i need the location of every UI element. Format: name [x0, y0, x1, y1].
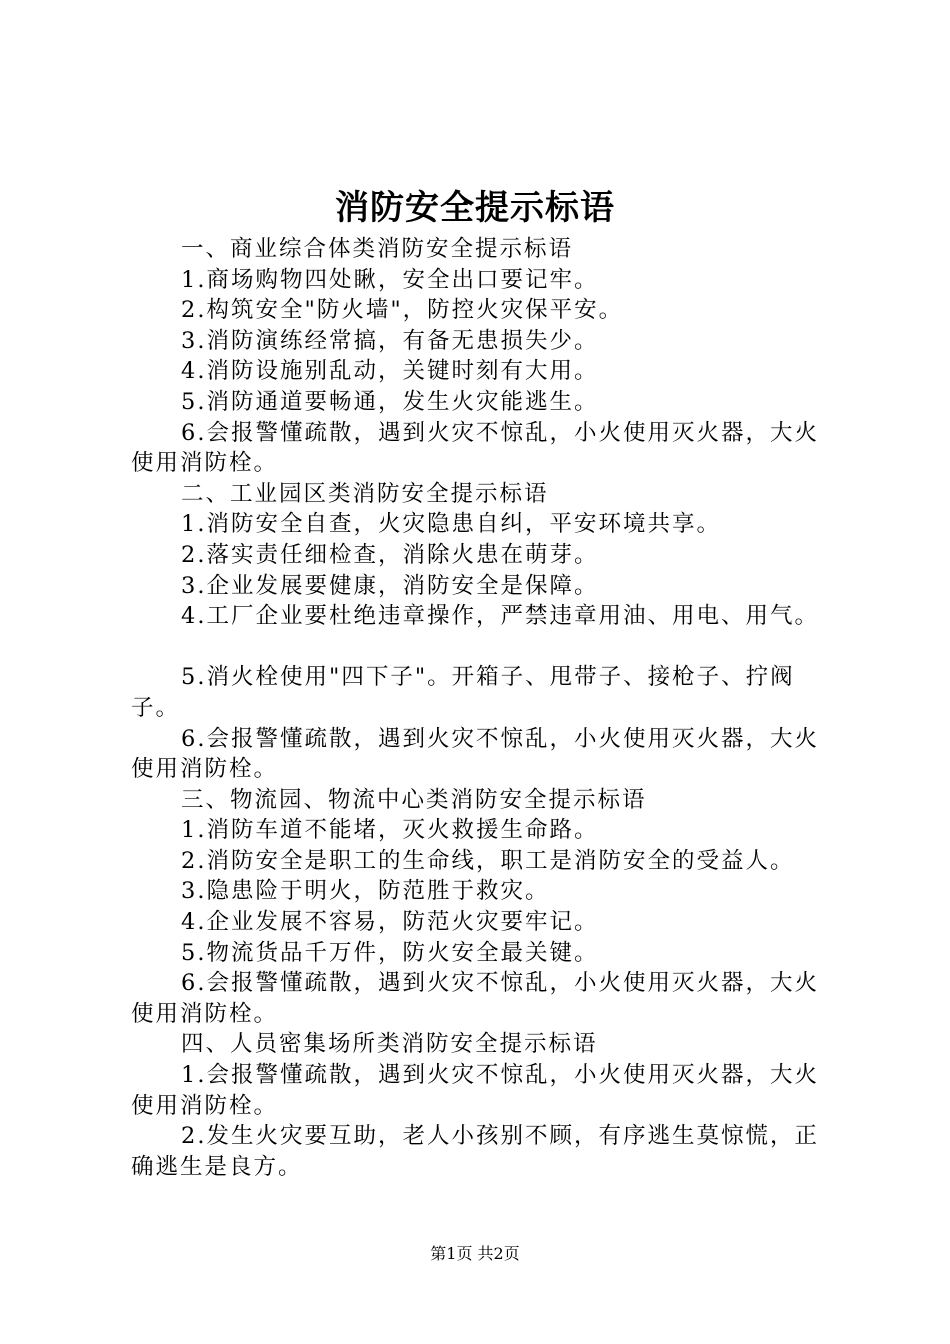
document-body — [131, 234, 831, 1182]
list-item: 3.消防演练经常搞，有备无患损失少。 — [181, 327, 599, 354]
section-heading: 二、工业园区类消防安全提示标语 — [181, 480, 549, 507]
section-heading: 三、物流园、物流中心类消防安全提示标语 — [181, 786, 647, 813]
list-item: 1.会报警懂疏散，遇到火灾不惊乱，小火使用灭火器，大火使用消防栓。 — [131, 1062, 819, 1119]
page-title: 消防安全提示标语 — [335, 188, 615, 228]
section-heading: 四、人员密集场所类消防安全提示标语 — [181, 1031, 598, 1058]
section-heading: 一、商业综合体类消防安全提示标语 — [181, 236, 574, 262]
list-item: 5.消火栓使用"四下子"。开箱子、甩带子、接枪子、拧阀子。 — [131, 664, 795, 721]
list-item: 1.消防车道不能堵，灭火救援生命路。 — [181, 817, 599, 844]
list-item: 6.会报警懂疏散，遇到火灾不惊乱，小火使用灭火器，大火使用消防栓。 — [131, 419, 819, 477]
list-item: 2.构筑安全"防火墙"，防控火灾保平安。 — [181, 297, 624, 324]
list-item: 3.企业发展要健康，消防安全是保障。 — [181, 572, 599, 599]
list-item: 3.隐患险于明火，防范胜于救灾。 — [181, 878, 550, 905]
list-item: 6.会报警懂疏散，遇到火灾不惊乱，小火使用灭火器，大火使用消防栓。 — [131, 970, 819, 1027]
list-item: 4.工厂企业要杜绝违章操作，严禁违章用油、用电、用气。 — [181, 603, 819, 630]
list-item: 2.发生火灾要互助，老人小孩别不顾，有序逃生莫惊慌，正确逃生是良方。 — [131, 1123, 819, 1180]
list-item: 6.会报警懂疏散，遇到火灾不惊乱，小火使用灭火器，大火使用消防栓。 — [131, 725, 819, 783]
list-item: 1.消防安全自查，火灾隐患自纠，平安环境共享。 — [181, 511, 721, 538]
blank-line — [131, 632, 831, 663]
list-item: 4.企业发展不容易，防范火灾要牢记。 — [181, 909, 599, 936]
page-footer: 第1页 共2页 — [430, 1244, 520, 1263]
list-item: 2.消防安全是职工的生命线，职工是消防安全的受益人。 — [181, 847, 795, 874]
list-item: 5.消防通道要畅通，发生火灾能逃生。 — [181, 388, 599, 415]
list-item: 2.落实责任细检查，消除火患在萌芽。 — [181, 541, 599, 568]
list-item: 1.商场购物四处瞅，安全出口要记牢。 — [181, 266, 599, 293]
list-item: 4.消防设施别乱动，关键时刻有大用。 — [181, 358, 599, 385]
list-item: 5.物流货品千万件，防火安全最关键。 — [181, 939, 599, 966]
